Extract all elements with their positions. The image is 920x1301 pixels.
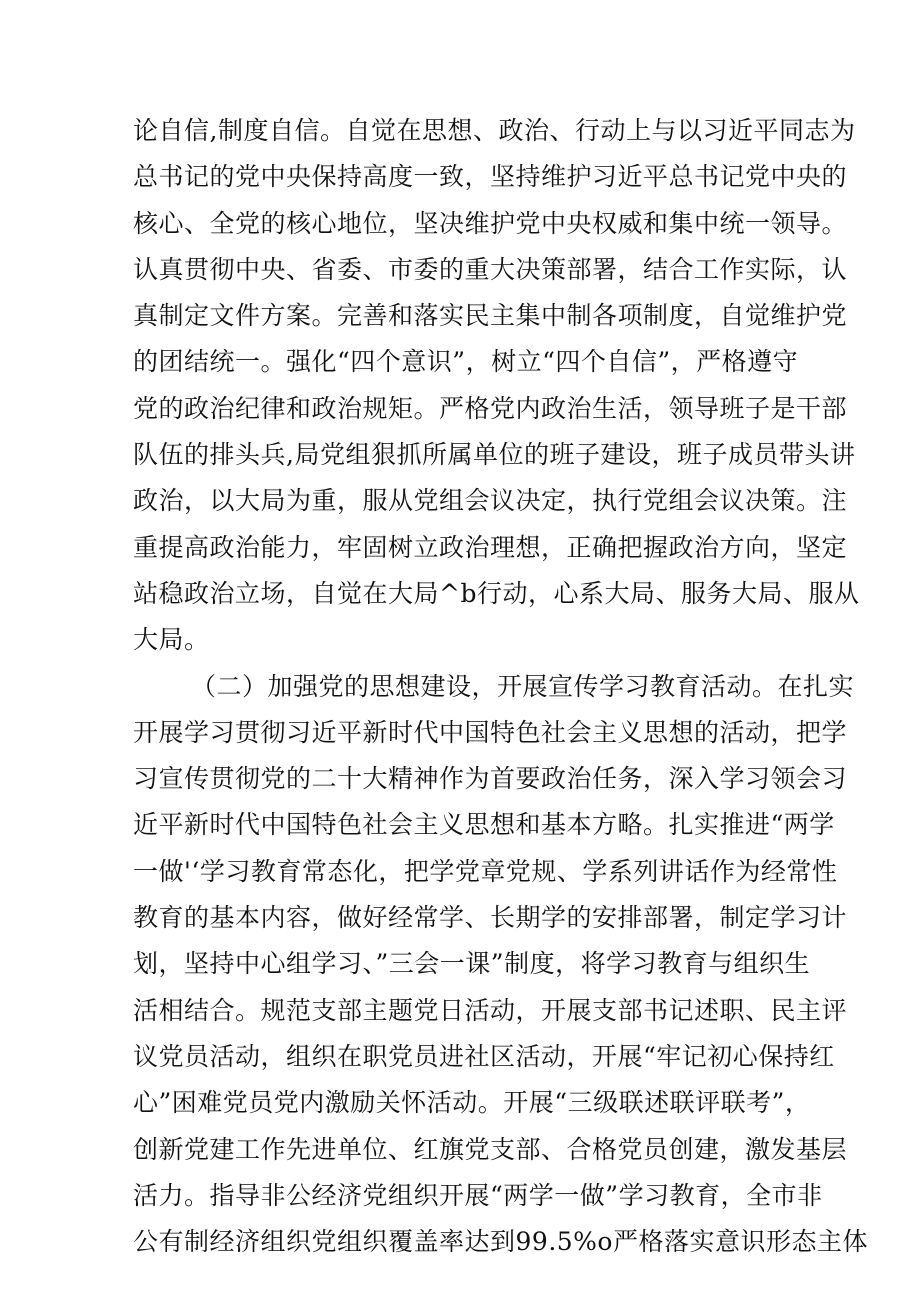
text-line: 队伍的排头兵,局党组狠抓所属单位的班子建设，班子成员带头讲 [133, 440, 856, 470]
document-body [133, 108, 868, 1265]
text-line: 活力。指导非公经济党组织开展“两学一做”学习教育，全市非 [133, 1180, 823, 1210]
text-line: 划，坚持中心组学习、”三会一课”制度，将学习教育与组织生 [133, 949, 811, 979]
text-line: 站稳政治立场，自觉在大局^b行动，心系大局、服务大局、服从 [133, 578, 860, 608]
text-line: 真制定文件方案。完善和落实民主集中制各项制度，自觉维护党 [133, 301, 848, 331]
text-line: 的团结统一。强化“四个意识”，树立“四个自信”，严格遵守 [133, 347, 799, 377]
text-line: 活相结合。规范支部主题党日活动，开展支部书记述职、民主评 [133, 995, 848, 1025]
section-heading-line: （二）加强党的思想建设，开展宣传学习教育活动。在扎实 [191, 671, 855, 701]
paragraph-ideological-construction [133, 664, 868, 1266]
text-line: 心”困难党员党内激励关怀活动。开展“三级联述联评联考”， [133, 1088, 811, 1118]
text-line: 大局。 [133, 625, 210, 655]
text-line: 认真贯彻中央、省委、市委的重大决策部署，结合工作实际，认 [133, 254, 848, 284]
text-line: 近平新时代中国特色社会主义思想和基本方略。扎实推进“两学 [133, 810, 835, 840]
text-line: 习宣传贯彻党的二十大精神作为首要政治任务，深入学习领会习 [133, 764, 848, 794]
text-line: 论自信,制度自信。自觉在思想、政治、行动上与以习近平同志为 [133, 116, 856, 145]
text-line: 政治，以大局为重，服从党组会议决定，执行党组会议决策。注 [133, 486, 848, 516]
text-line: 公有制经济组织党组织覆盖率达到99.5%o严格落实意识形态主体 [133, 1227, 868, 1257]
text-line: 一做'‘学习教育常态化，把学党章党规、学系列讲话作为经常性 [133, 856, 838, 886]
text-line: 总书记的党中央保持高度一致，坚持维护习近平总书记党中央的 [133, 162, 848, 192]
text-line: 议党员活动，组织在职党员进社区活动，开展“牢记初心保持红 [133, 1041, 835, 1071]
text-line: 开展学习贯彻习近平新时代中国特色社会主义思想的活动，把学 [133, 717, 848, 747]
paragraph-political-construction [133, 108, 860, 664]
text-line: 核心、全党的核心地位，坚决维护党中央权威和集中统一领导。 [133, 208, 848, 238]
text-line: 重提高政治能力，牢固树立政治理想，正确把握政治方向，坚定 [133, 532, 848, 562]
text-line: 教育的基本内容，做好经常学、长期学的安排部署，制定学习计 [133, 903, 848, 933]
text-line: 党的政治纪律和政治规矩。严格党内政治生活，领导班子是干部 [133, 393, 848, 423]
text-line: 创新党建工作先进单位、红旗党支部、合格党员创建，激发基层 [133, 1134, 848, 1164]
